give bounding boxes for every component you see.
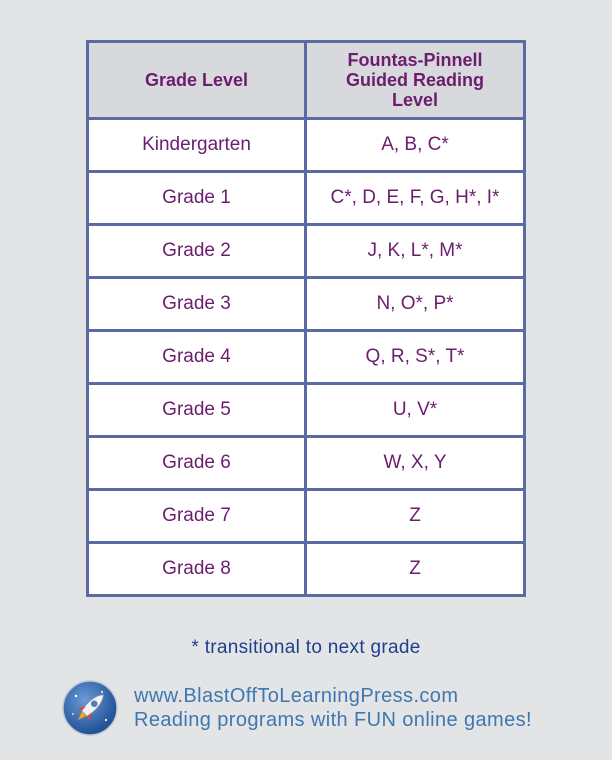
header-grade-level: Grade Level bbox=[88, 42, 306, 119]
level-cell: W, X, Y bbox=[306, 437, 525, 490]
header-level-line2: Guided Reading bbox=[345, 70, 484, 90]
table-header-row bbox=[88, 42, 525, 119]
grade-cell: Grade 2 bbox=[88, 225, 306, 278]
grade-cell: Grade 1 bbox=[88, 172, 306, 225]
grade-cell: Kindergarten bbox=[88, 119, 306, 172]
table-row bbox=[88, 119, 525, 172]
table-row bbox=[88, 278, 525, 331]
level-cell: Z bbox=[306, 543, 525, 596]
grade-cell: Grade 6 bbox=[88, 437, 306, 490]
grade-cell: Grade 7 bbox=[88, 490, 306, 543]
grade-cell: Grade 4 bbox=[88, 331, 306, 384]
grade-cell: Grade 3 bbox=[88, 278, 306, 331]
footer-text bbox=[134, 684, 532, 732]
level-cell: C*, D, E, F, G, H*, I* bbox=[306, 172, 525, 225]
table-row bbox=[88, 331, 525, 384]
level-cell: U, V* bbox=[306, 384, 525, 437]
tagline: Reading programs with FUN online games! bbox=[134, 709, 532, 731]
table-row bbox=[88, 490, 525, 543]
rocket-logo-icon bbox=[62, 680, 118, 736]
transitional-note: * transitional to next grade bbox=[191, 637, 421, 658]
grade-cell: Grade 8 bbox=[88, 543, 306, 596]
level-cell: Z bbox=[306, 490, 525, 543]
grade-cell: Grade 5 bbox=[88, 384, 306, 437]
table-row bbox=[88, 543, 525, 596]
level-cell: Q, R, S*, T* bbox=[306, 331, 525, 384]
level-cell: N, O*, P* bbox=[306, 278, 525, 331]
header-level-line1: Fountas-Pinnell bbox=[347, 50, 483, 70]
table-row bbox=[88, 384, 525, 437]
grade-level-table bbox=[86, 40, 526, 597]
footer bbox=[62, 680, 532, 736]
website-link[interactable]: www.BlastOffToLearningPress.com bbox=[134, 685, 459, 707]
header-level-line3: Level bbox=[391, 90, 439, 110]
level-cell: A, B, C* bbox=[306, 119, 525, 172]
table-row bbox=[88, 172, 525, 225]
level-cell: J, K, L*, M* bbox=[306, 225, 525, 278]
table-row bbox=[88, 225, 525, 278]
header-guided-reading-level bbox=[306, 42, 525, 119]
table-row bbox=[88, 437, 525, 490]
